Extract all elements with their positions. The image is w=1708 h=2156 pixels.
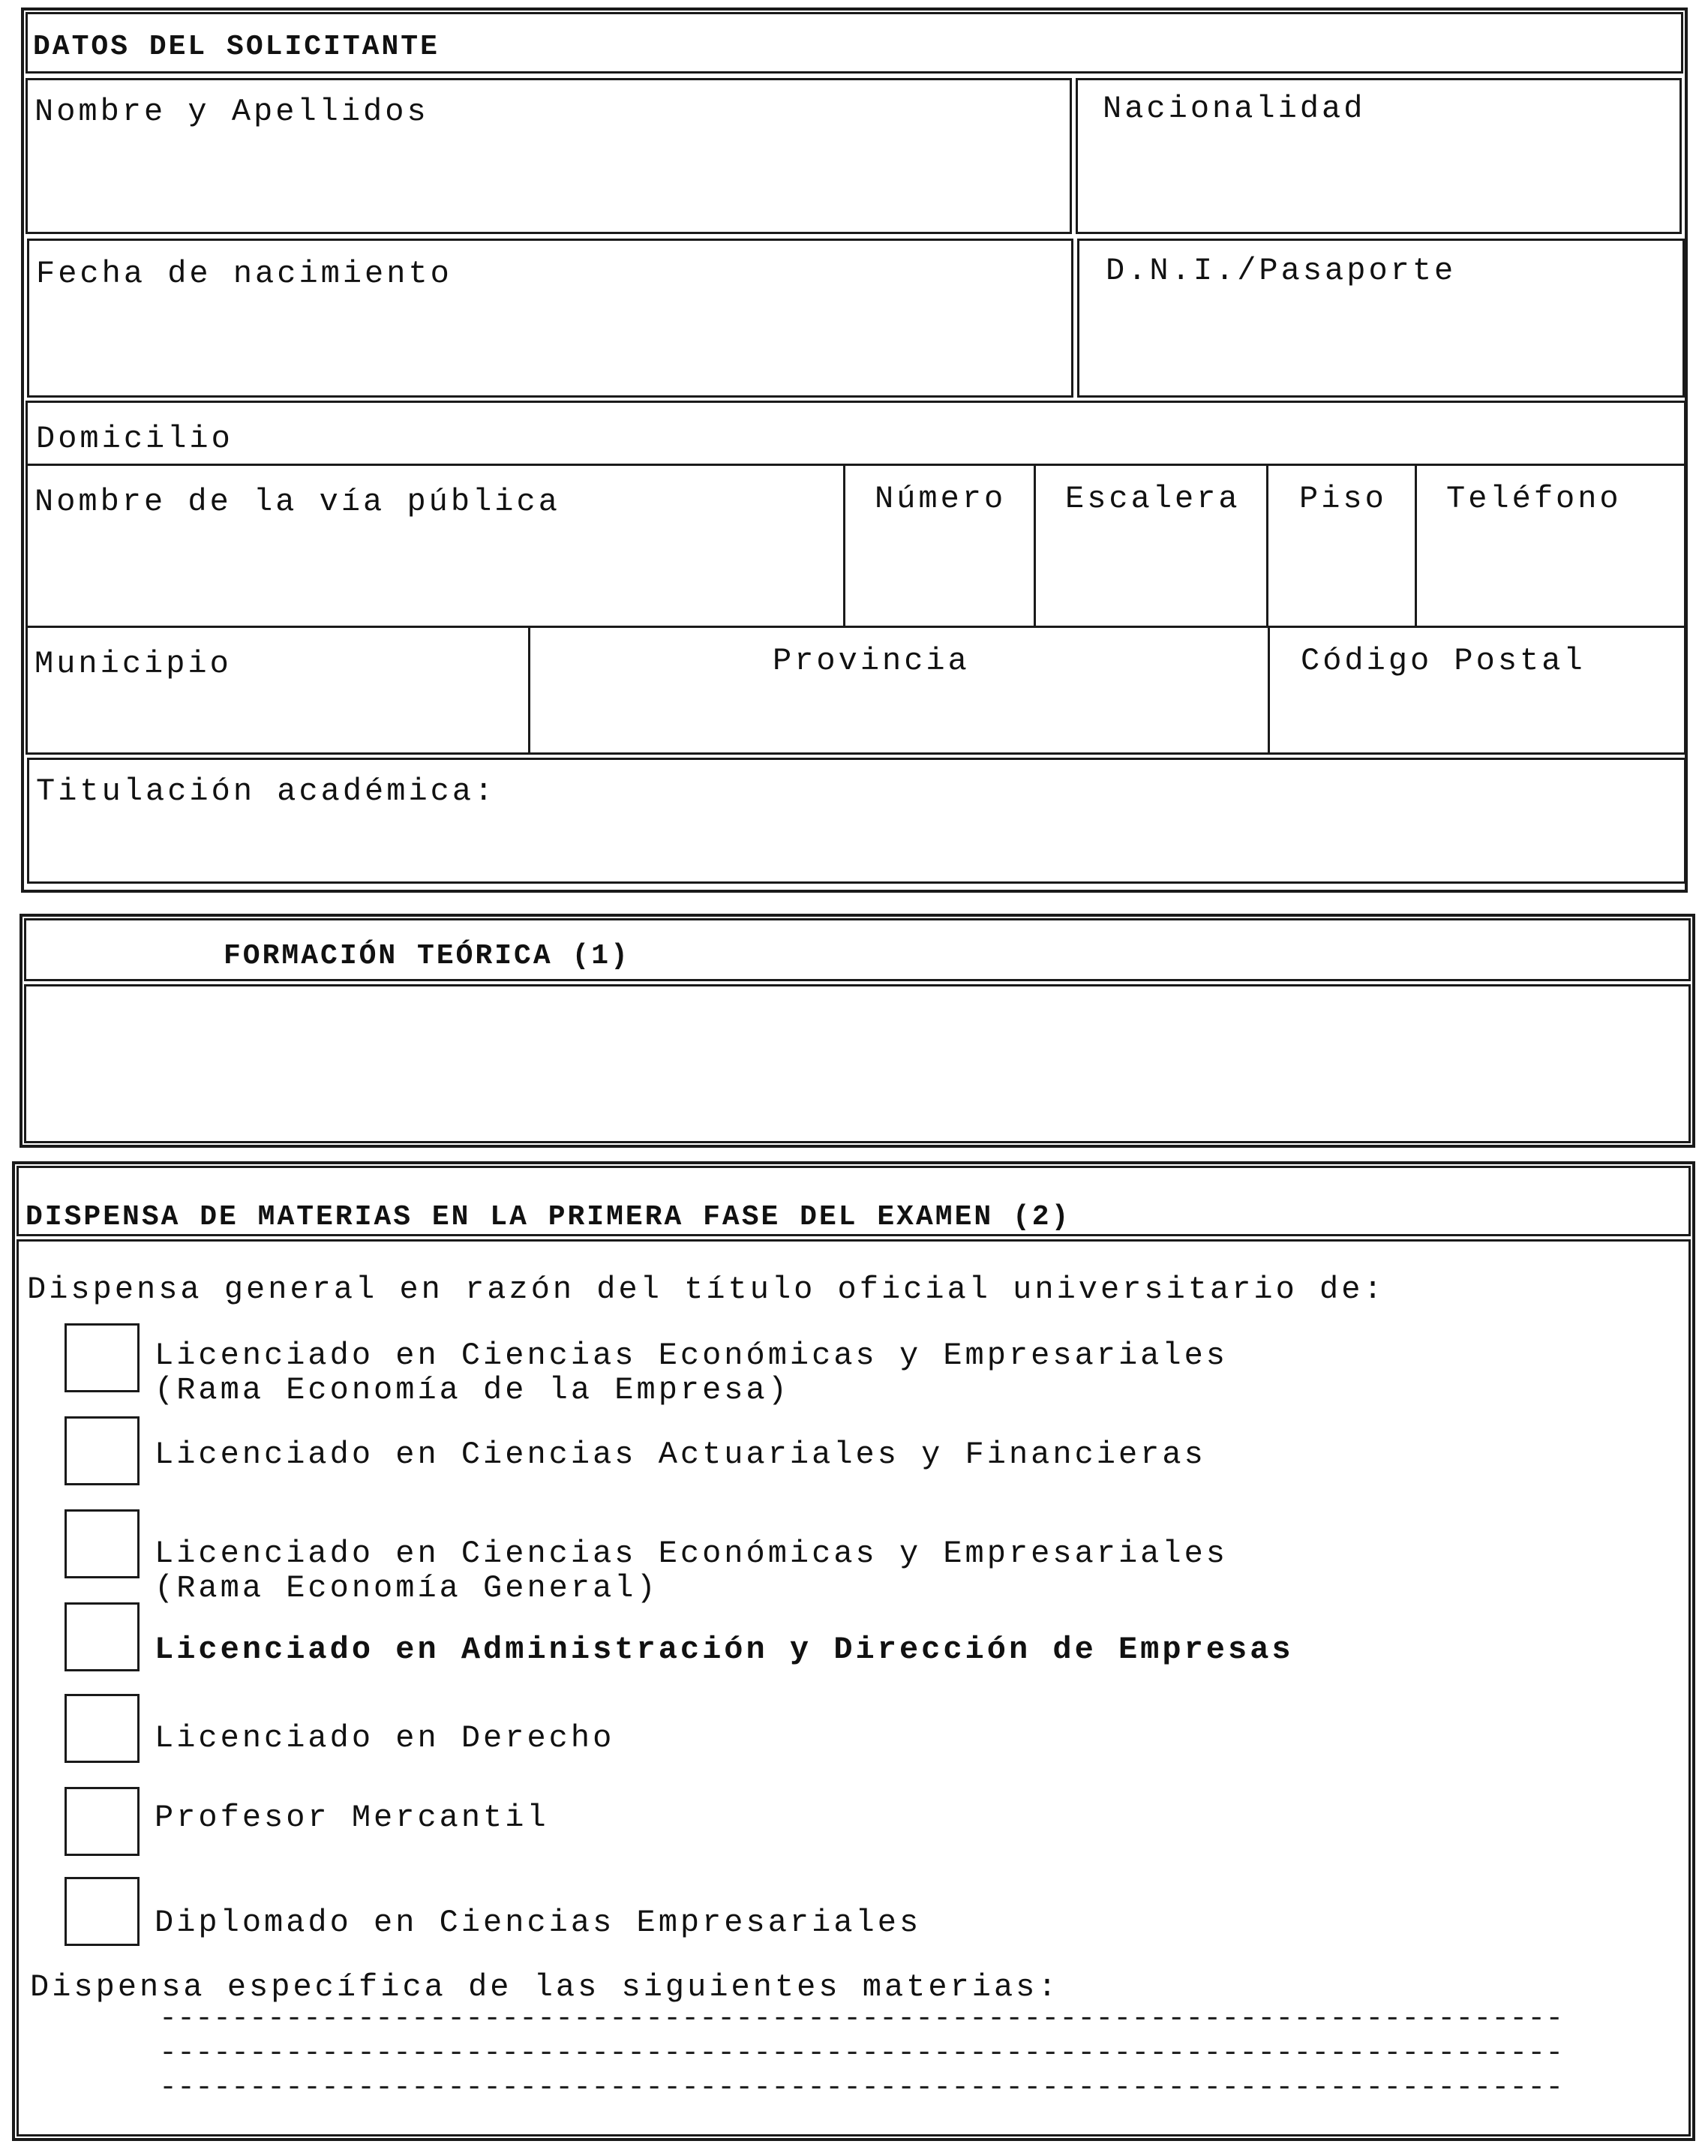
dispensa-especifica-label: Dispensa específica de las siguientes materias: [30,1969,1060,2005]
dni-label: D.N.I./Pasaporte [1106,253,1457,289]
dispensa-general-label: Dispensa general en razón del título oficial universitario de: [27,1272,1385,1308]
domicilio-label: Domicilio [36,421,233,457]
municipio-label: Municipio [35,646,232,682]
numero-escalera-divider [1034,464,1036,626]
option-economia-empresa-label [155,1338,1228,1407]
domicilio-block [26,401,1686,755]
domicilio-divider [26,464,1686,466]
materias-line-1[interactable]: ------------------------------------------------------------------------------ [159,2002,1564,2036]
nombre-label: Nombre y Apellidos [35,94,429,130]
nacionalidad-label: Nacionalidad [1103,91,1366,127]
option-economia-general-label [155,1536,1228,1605]
checkbox-profesor-mercantil[interactable] [65,1787,140,1856]
piso-label: Piso [1299,481,1387,517]
option-line1: Licenciado en Ciencias Económicas y Empresariales [155,1536,1229,1572]
materias-line-3[interactable]: ------------------------------------------------------------------------------ [159,2071,1564,2105]
dispensa-header: DISPENSA DE MATERIAS EN LA PRIMERA FASE DEL EXAMEN (2) [26,1201,1071,1233]
option-diplomado-label: Diplomado en Ciencias Empresariales [155,1905,922,1941]
municipio-provincia-divider [528,626,530,755]
option-line1: Licenciado en Ciencias Económicas y Empresariales [155,1338,1229,1374]
titulacion-label: Titulación académica: [36,773,497,809]
option-line2: (Rama Economía de la Empresa) [155,1372,790,1408]
piso-telefono-divider [1415,464,1417,626]
formacion-header: FORMACIÓN TEÓRICA (1) [224,940,630,972]
provincia-cp-divider [1268,626,1270,755]
checkbox-actuariales[interactable] [65,1416,140,1485]
datos-solicitante-header: DATOS DEL SOLICITANTE [33,31,440,63]
escalera-piso-divider [1266,464,1268,626]
checkbox-derecho[interactable] [65,1694,140,1763]
option-derecho-label: Licenciado en Derecho [155,1720,615,1756]
provincia-label: Provincia [773,643,970,679]
escalera-label: Escalera [1065,481,1241,517]
option-actuariales-label: Licenciado en Ciencias Actuariales y Financieras [155,1437,1206,1473]
telefono-label: Teléfono [1446,481,1622,517]
checkbox-ade[interactable] [65,1602,140,1671]
checkbox-diplomado[interactable] [65,1877,140,1946]
option-ade-label: Licenciado en Administración y Dirección de Empresas [155,1632,1294,1668]
checkbox-economia-empresa[interactable] [65,1323,140,1392]
fecha-nacimiento-label: Fecha de nacimiento [36,256,452,292]
formacion-field[interactable] [24,984,1691,1143]
option-line2: (Rama Economía General) [155,1570,659,1606]
via-municipio-divider [26,626,1686,628]
via-numero-divider [843,464,845,626]
numero-label: Número [875,481,1007,517]
checkbox-economia-general[interactable] [65,1509,140,1578]
codigo-postal-label: Código Postal [1301,643,1586,679]
materias-line-2[interactable]: ------------------------------------------------------------------------------ [159,2037,1564,2070]
via-publica-label: Nombre de la vía pública [35,484,560,520]
option-profesor-mercantil-label: Profesor Mercantil [155,1800,549,1836]
